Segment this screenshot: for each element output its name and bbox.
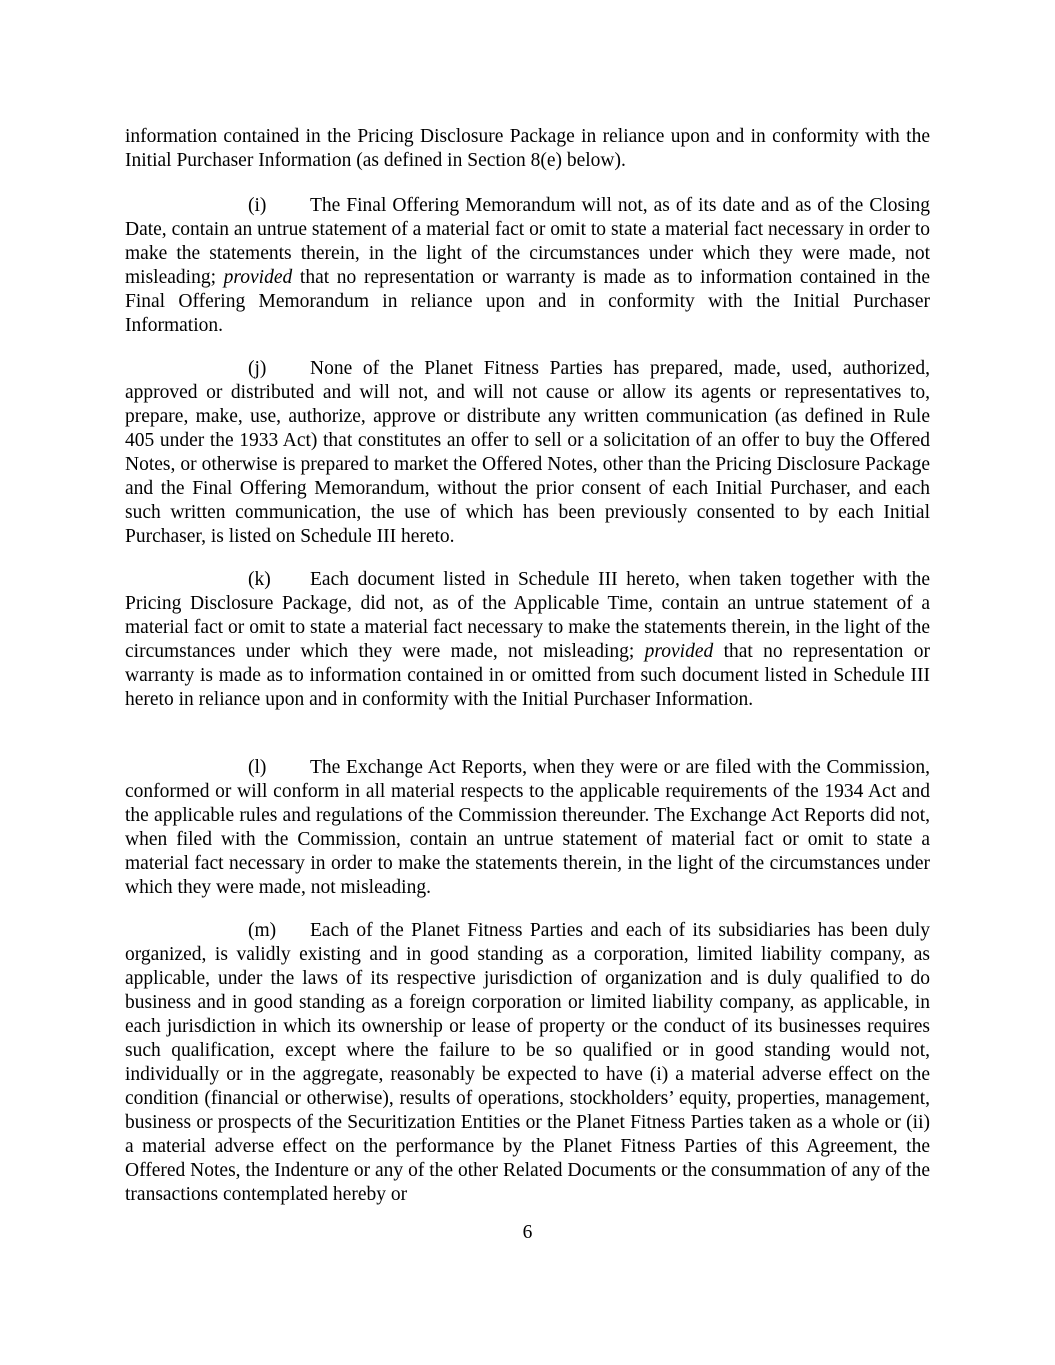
- paragraph-l: [125, 756, 930, 900]
- paragraph-k-text-after: that no representation or warranty is made as to information contained in or omitted from such document listed in Schedule III hereto in reliance upon and in conformity with the Initial Purchaser Information.: [125, 641, 931, 710]
- paragraph-k-italic: provided: [644, 641, 714, 662]
- clause-label-l: (l): [248, 757, 267, 778]
- paragraph-i-italic: provided: [223, 267, 293, 288]
- paragraph-l-text: The Exchange Act Reports, when they were or are filed with the Commission, conformed or will conform in all material respects to the applicable requirements of the 1934 Act and the applicable rules and regulations of the Commission thereunder. The Exchange Act Reports did not, when filed with the Commission, contain an untrue statement of material fact or omit to state a material fact necessary in order to make the statements therein, in the light of the circumstances under which they were made, not misleading.: [125, 757, 930, 898]
- paragraph-i: [125, 194, 930, 338]
- paragraph-i-text-before: The Final Offering Memorandum will not, as of its date and as of the Closing Date, contain an untrue statement of a material fact or omit to state a material fact necessary in order to make the statements therein, in the light of the circumstances under which they were made, not misleading;: [125, 195, 930, 288]
- paragraph-i-text-after: that no representation or warranty is made as to information contained in the Final Offering Memorandum in reliance upon and in conformity with the Initial Purchaser Information.: [125, 267, 930, 336]
- paragraph-j-text: None of the Planet Fitness Parties has prepared, made, used, authorized, approved or distributed and will not, and will not cause or allow its agents or representatives to, prepare, make, use, authorize, approve or distribute any written communication (as defined in Rule 405 under the 1933 Act) that constitutes an offer to sell or a solicitation of an offer to buy the Offered Notes, or otherwise is prepared to market the Offered Notes, other than the Pricing Disclosure Package and the Final Offering Memorandum, without the prior consent of each Initial Purchaser, and each such written communication, the use of which has been previously consented to by each Initial Purchaser, is listed on Schedule III hereto.: [125, 358, 930, 547]
- paragraph-j: [125, 357, 930, 549]
- paragraph-k: [125, 568, 930, 712]
- paragraph-intro-text: information contained in the Pricing Disclosure Package in reliance upon and in conformity with the Initial Purchaser Information (as defined in Section 8(e) below).: [125, 126, 930, 171]
- clause-label-k: (k): [248, 569, 271, 590]
- clause-label-j: (j): [248, 358, 267, 379]
- paragraph-m-text: Each of the Planet Fitness Parties and each of its subsidiaries has been duly organized, is validly existing and in good standing as a corporation, limited liability company, as applicable, under the laws of its respective jurisdiction of organization and is duly qualified to do business and in good standing as a foreign corporation or limited liability company, as applicable, in each jurisdiction in which its ownership or lease of property or the conduct of its businesses requires such qualification, except where the failure to be so qualified or in good standing would not, individually or in the aggregate, reasonably be expected to have (i) a material adverse effect on the condition (financial or otherwise), results of operations, stockholders’ equity, properties, management, business or prospects of the Securitization Entities or the Planet Fitness Parties taken as a whole or (ii) a material adverse effect on the performance by the Planet Fitness Parties of this Agreement, the Offered Notes, the Indenture or any of the other Related Documents or the consummation of any of the transactions contemplated hereby or: [125, 920, 930, 1205]
- paragraph-intro: [125, 125, 930, 173]
- clause-label-m: (m): [248, 920, 277, 941]
- page-number: 6: [522, 1222, 533, 1243]
- paragraph-k-text-before: Each document listed in Schedule III hereto, when taken together with the Pricing Disclosure Package, did not, as of the Applicable Time, contain an untrue statement of a material fact or omit to state a material fact necessary to make the statements therein, in the light of the circumstances under which they were made, not misleading;: [125, 569, 930, 662]
- clause-label-i: (i): [248, 195, 267, 216]
- paragraph-m: [125, 919, 930, 1207]
